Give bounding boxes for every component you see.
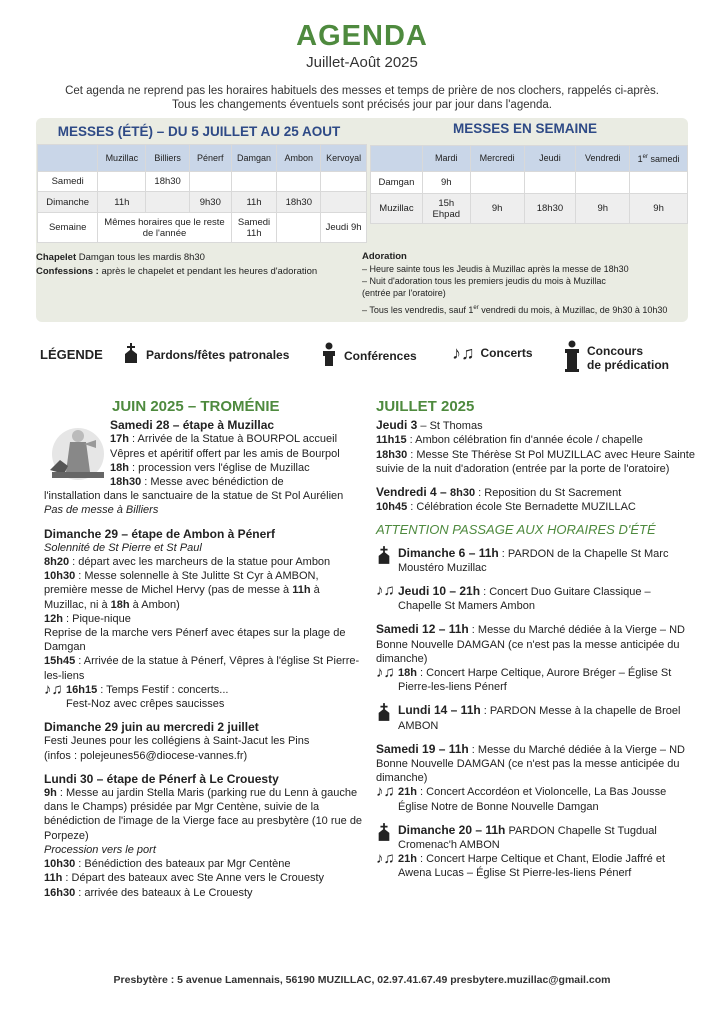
event-jeudi-10: ♪♫ Jeudi 10 – 21h : Concert Duo Guitare Classique – Chapelle St Mamers Ambon — [376, 582, 651, 613]
legend — [40, 340, 690, 380]
table-cell: 11h — [98, 192, 146, 213]
table-cell: 18h30 — [146, 172, 190, 192]
event-line-concert: ♪♫ 21h : Concert Harpe Celtique et Chant, Elodie Jaffré et Awena Lucas – Église St Pierre-les-liens Pénerf — [376, 850, 666, 880]
event-samedi-12: Samedi 12 – 11h : Messe du Marché dédiée à la Vierge – ND Bonne Nouvelle DAMGAN (ce n'est pas la messe anticipée du dimanche) ♪♫ 18h : Concert Harpe Celtique, Aurore Bréger – Église St Pierre-les-liens Pénerf — [376, 622, 696, 694]
table-cell — [277, 172, 321, 192]
event-heading: Jeudi 3 – St Thomas — [376, 418, 483, 433]
event-line: (infos : polejeunes56@diocese-vannes.fr) — [44, 749, 248, 762]
adoration-line-3 — [362, 302, 688, 316]
adoration-3a: – Tous les vendredis, sauf 1 — [362, 305, 474, 315]
table-cell: 9h — [422, 172, 470, 194]
table-cell: 18h30 — [277, 192, 321, 213]
table-cell — [470, 172, 524, 194]
event-line: 18h : procession vers l'église de Muzillac — [110, 461, 310, 474]
legend-concours — [563, 340, 669, 375]
event-lundi-14: Lundi 14 – 11h : PARDON Messe à la chapelle de Broel AMBON — [376, 703, 696, 732]
first-samedi-sup: er — [642, 154, 649, 160]
event-heading: Samedi 28 – étape à Muzillac — [110, 418, 275, 433]
adoration-3b: vendredi du mois, à Muzillac, de 9h30 à 10h30 — [478, 305, 668, 315]
event-line: 18h30 : Messe avec bénédiction de — [110, 476, 284, 489]
table-header-cell: Kervoyal — [321, 145, 367, 172]
music-notes-icon: ♪♫ — [376, 664, 395, 682]
table-header-cell: Jeudi — [524, 146, 576, 172]
table-header-cell: Billiers — [146, 145, 190, 172]
event-line: 10h30 : Messe solennelle à Ste Julitte St Cyr à AMBON, première messe de Michel Hervy (pas de messe à 11h à Muzillac, ni à 18h à Ambon) — [44, 570, 320, 611]
church-icon — [376, 546, 398, 575]
table-cell: 18h30 — [524, 194, 576, 224]
first-samedi-num: 1 — [637, 154, 643, 164]
table-cell: 9h30 — [189, 192, 231, 213]
event-festi-jeunes — [44, 720, 364, 763]
church-icon — [122, 343, 140, 366]
summer-schedule-notice: ATTENTION PASSAGE AUX HORAIRES D'ÉTÉ — [376, 522, 656, 538]
event-samedi-19: Samedi 19 – 11h : Messe du Marché dédiée à la Vierge – ND Bonne Nouvelle DAMGAN (ce n'est pas la messe anticipée du dimanche) ♪♫ 21h : Concert Accordéon et Violoncelle, La Bas Jousse Église Notre de Bonne Nouvelle Damgan — [376, 742, 696, 814]
july-column — [376, 400, 696, 890]
event-heading: Lundi 30 – étape de Pénerf à Le Crouesty — [44, 771, 279, 786]
event-line: l'installation dans le sanctuaire de la statue de St Pol Aurélien — [44, 490, 344, 503]
table-header-cell: Mercredi — [470, 146, 524, 172]
music-notes-icon: ♪♫ — [376, 850, 395, 868]
table-header-cell: Muzillac — [98, 145, 146, 172]
event-vendredi-4 — [376, 485, 696, 514]
legend-concours-label — [587, 344, 669, 372]
table-header-cell: Pénerf — [189, 145, 231, 172]
event-lundi-30 — [44, 772, 364, 900]
event-line: Festi Jeunes pour les collégiens à Saint-Jacut les Pins — [44, 735, 310, 748]
table-cell — [277, 213, 321, 243]
legend-conferences-label: Conférences — [344, 348, 417, 363]
event-line: 11h15 : Ambon célébration fin d'année école / chapelle — [376, 434, 643, 447]
table-header-cell: Ambon — [277, 145, 321, 172]
page-subtitle: Juillet-Août 2025 — [306, 54, 418, 71]
table-cell — [576, 172, 630, 194]
summer-masses-title: MESSES (ÉTÉ) – DU 5 JUILLET AU 25 AOUT — [57, 124, 341, 139]
confessions-label: Confessions : — [36, 266, 99, 277]
table-cell — [321, 192, 367, 213]
church-icon — [376, 703, 398, 732]
first-samedi-rest: samedi — [648, 154, 680, 164]
table-cell — [146, 192, 190, 213]
adoration-line-2: – Nuit d'adoration tous les premiers jeudis du mois à Muzillac — [362, 276, 606, 286]
table-cell — [98, 172, 146, 192]
legend-conferences — [320, 342, 417, 369]
legend-concerts-label: Concerts — [480, 346, 533, 360]
music-notes-icon: ♪♫ — [376, 582, 395, 600]
event-jeudi-3 — [376, 418, 696, 476]
table-header-cell — [38, 145, 98, 172]
table-cell: Samedi 11h — [231, 213, 277, 243]
chapelet-text: Damgan tous les mardis 8h30 — [76, 252, 205, 263]
event-line: 10h30 : Bénédiction des bateaux par Mgr Centène — [44, 858, 291, 871]
music-notes-icon: ♪♫ — [44, 680, 63, 698]
legend-title: LÉGENDE — [40, 347, 103, 362]
adoration-title: Adoration — [362, 251, 407, 262]
event-line: 9h : Messe au jardin Stella Maris (parking rue du Lenn à gauche dans le Champs) présidée par Mgr Centène, suivie de la bénédiction de l'image de la Vierge face au presbytère (10 rue de Porpeze) — [44, 787, 363, 842]
legend-concours-line-2: de prédication — [587, 357, 670, 372]
event-line: 18h30 : Messe Ste Thérèse St Pol MUZILLAC avec Heure Sainte suivie de la nuit d'adoration (entrée par la porte de l'oratoire) — [376, 448, 695, 475]
table-row-label: Dimanche — [38, 192, 98, 213]
table-header-cell: Mardi — [422, 146, 470, 172]
table-row-label: Muzillac — [371, 194, 423, 224]
table-row-label: Samedi — [38, 172, 98, 192]
event-line: Procession vers le port — [44, 843, 156, 856]
intro-text — [30, 84, 694, 112]
table-header-cell: Vendredi — [576, 146, 630, 172]
table-row-label: Semaine — [38, 213, 98, 243]
july-title: JUILLET 2025 — [376, 398, 475, 415]
intro-line-2: Tous les changements éventuels sont précisés jour par jour dans l'agenda. — [171, 99, 552, 111]
event-dimanche-29 — [44, 527, 364, 712]
music-notes-icon: ♪♫ — [452, 343, 475, 363]
event-line: 17h : Arrivée de la Statue à BOURPOL accueil — [110, 433, 338, 446]
table-cell — [321, 172, 367, 192]
pulpit-icon — [563, 340, 581, 375]
event-line-concert: ♪♫ 21h : Concert Accordéon et Violoncelle, La Bas Jousse Église Notre de Bonne Nouvelle Damgan — [376, 783, 667, 813]
table-cell: 9h — [470, 194, 524, 224]
chapelet-confessions-notes — [36, 251, 356, 279]
table-cell — [630, 172, 688, 194]
table-header-cell — [630, 146, 688, 172]
legend-concours-line-1: Concours — [587, 343, 644, 358]
table-cell: 9h — [576, 194, 630, 224]
event-line: Vêpres et apéritif offert par les amis de Bourpol — [110, 447, 340, 460]
table-row-label: Damgan — [371, 172, 423, 194]
summer-masses-table — [37, 144, 367, 243]
event-heading: Vendredi 4 – 8h30 : Reposition du St Sacrement — [376, 485, 622, 500]
adoration-line-2b: (entrée par l'oratoire) — [362, 288, 446, 298]
intro-line-1: Cet agenda ne reprend pas les horaires habituels des messes et temps de prière de nos clochers, rappelés ci-après. — [65, 85, 659, 97]
table-cell: 15h Ehpad — [422, 194, 470, 224]
church-icon — [376, 823, 398, 852]
event-line: 16h30 : arrivée des bateaux à Le Crouesty — [44, 886, 253, 899]
event-dimanche-6: Dimanche 6 – 11h : PARDON de la Chapelle St Marc Moustéro Muzillac — [376, 546, 696, 575]
event-subheading: Solennité de St Pierre et St Paul — [44, 541, 202, 554]
footer-contact: Presbytère : 5 avenue Lamennais, 56190 MUZILLAC, 02.97.41.67.49 presbytere.muzillac@gmail.com — [113, 974, 611, 986]
event-line: 15h45 : Arrivée de la statue à Pénerf, Vêpres à l'église St Pierre-les-liens — [44, 655, 360, 682]
confessions-text: après le chapelet et pendant les heures d'adoration — [98, 266, 318, 277]
music-notes-icon: ♪♫ — [376, 783, 395, 801]
week-masses-title: MESSES EN SEMAINE — [452, 121, 598, 136]
adoration-line-1: – Heure sainte tous les Jeudis à Muzillac après la messe de 18h30 — [362, 264, 629, 274]
legend-concerts — [452, 344, 533, 362]
table-cell: Jeudi 9h — [321, 213, 367, 243]
confessions-line — [36, 265, 356, 279]
event-line: Reprise de la marche vers Pénerf avec étapes sur la plage de Damgan — [44, 627, 346, 654]
event-line: Pas de messe à Billiers — [44, 504, 159, 517]
table-cell — [189, 172, 231, 192]
statue-procession-illustration — [44, 422, 108, 486]
chapelet-line — [36, 251, 356, 265]
page-title: AGENDA — [296, 20, 428, 52]
event-line-concert: ♪♫ 18h : Concert Harpe Celtique, Aurore Bréger – Église St Pierre-les-liens Pénerf — [376, 664, 672, 694]
june-column — [44, 400, 364, 909]
legend-pardons — [122, 343, 289, 366]
event-heading: Dimanche 29 juin au mercredi 2 juillet — [44, 720, 259, 735]
event-line: 10h45 : Célébration école Ste Bernadette MUZILLAC — [376, 501, 636, 514]
table-header-cell: Damgan — [231, 145, 277, 172]
event-line: 8h20 : départ avec les marcheurs de la statue pour Ambon — [44, 556, 331, 569]
adoration-notes — [362, 251, 688, 316]
adoration-3sup: er — [473, 305, 479, 311]
table-cell: 9h — [630, 194, 688, 224]
event-line: 11h : Départ des bateaux avec Ste Anne vers le Crouesty — [44, 872, 325, 885]
june-title: JUIN 2025 – TROMÉNIE — [112, 398, 280, 415]
table-cell — [524, 172, 576, 194]
week-masses-table — [370, 145, 688, 224]
table-cell: 11h — [231, 192, 277, 213]
event-line: 12h : Pique-nique — [44, 612, 131, 625]
table-cell — [231, 172, 277, 192]
event-dimanche-20: Dimanche 20 – 11h PARDON Chapelle St Tugdual Cromenac'h AMBON ♪♫ 21h : Concert Harpe Celtique et Chant, Elodie Jaffré et Awena Lucas – Église St Pierre-les-liens Pénerf — [376, 823, 696, 881]
table-header-cell — [371, 146, 423, 172]
event-line-concert: ♪♫ 16h15 : Temps Festif : concerts... Fest-Noz avec crêpes saucisses — [44, 680, 229, 711]
chapelet-label: Chapelet — [36, 252, 77, 263]
speaker-icon — [320, 342, 338, 369]
legend-pardons-label: Pardons/fêtes patronales — [146, 347, 290, 362]
event-heading: Dimanche 29 – étape de Ambon à Pénerf — [44, 526, 275, 541]
table-cell: Mêmes horaires que le reste de l'année — [98, 213, 231, 243]
